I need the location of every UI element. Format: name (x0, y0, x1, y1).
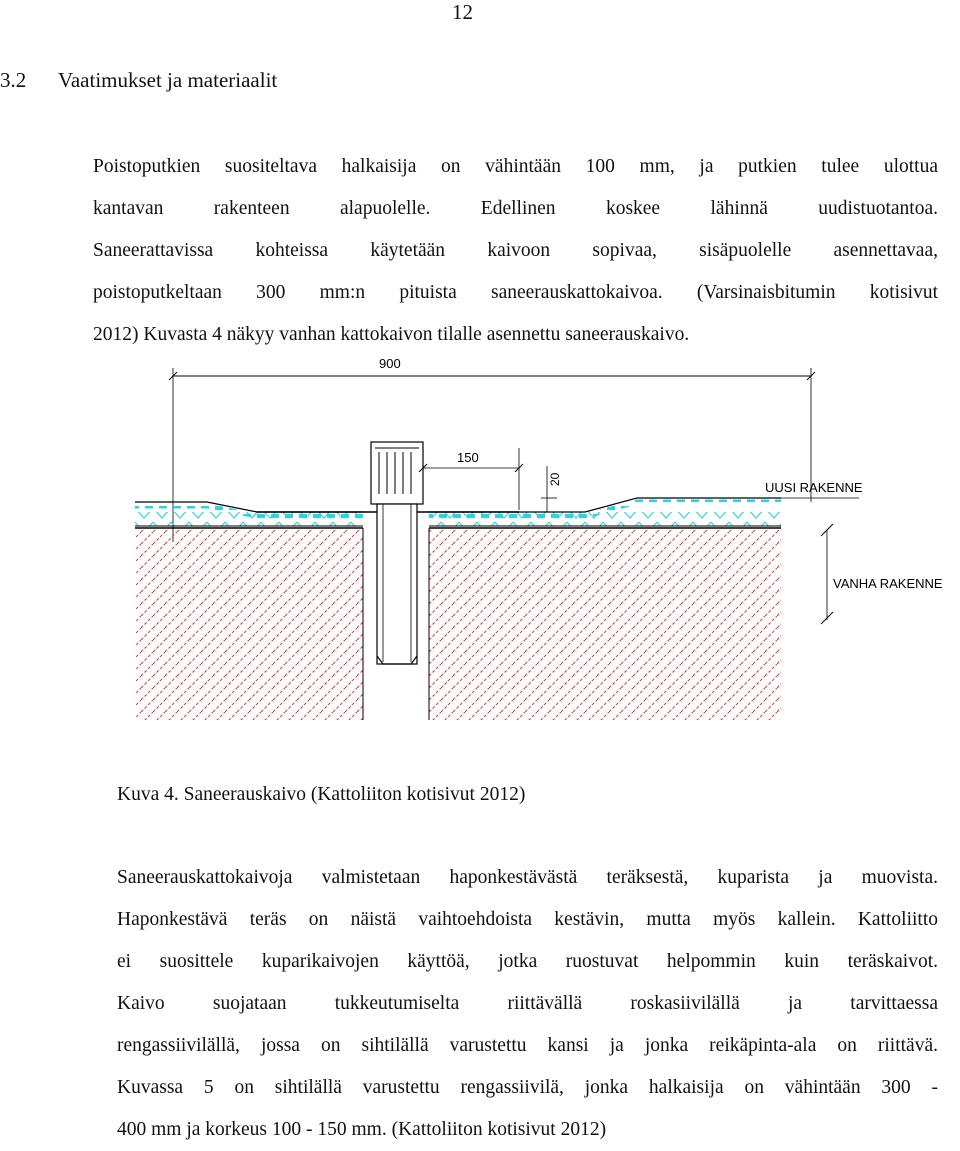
paragraph-line: Saneerattavissa kohteissa käytetään kaivoon sopivaa, sisäpuolelle asennettavaa, (93, 240, 938, 261)
paragraph-line: Saneerauskattokaivoja valmistetaan haponkestävästä teräksestä, kuparista ja muovista. (117, 867, 938, 888)
dim-150-label: 150 (457, 450, 479, 465)
dim-900-label: 900 (379, 356, 401, 371)
paragraph-line: ei suosittele kuparikaivojen käyttöä, jotka ruostuvat helpommin kuin teräskaivot. (117, 951, 938, 972)
paragraph-line: 2012) Kuvasta 4 näkyy vanhan kattokaivon tilalle asennettu saneerauskaivo. (93, 324, 690, 345)
paragraph-materials (117, 857, 938, 1151)
paragraph-intro (93, 146, 938, 356)
figure-roof-drain-diagram (117, 352, 957, 724)
drain-body (363, 442, 429, 664)
structure-labels (757, 480, 943, 624)
paragraph-line: rengassiivilällä, jossa on sihtilällä varustettu kansi ja jonka reikäpinta-ala on riittävä. (117, 1035, 938, 1056)
new-structure (135, 498, 781, 526)
dimension-20 (541, 466, 562, 512)
paragraph-line: Kaivo suojataan tukkeutumiselta riittävällä roskasiivilällä ja tarvittaessa (117, 993, 938, 1014)
paragraph-line: Kuvassa 5 on sihtilällä varustettu rengassiivilä, jonka halkaisija on vähintään 300 - (117, 1077, 938, 1098)
paragraph-line: poistoputkeltaan 300 mm:n pituista saneerauskattokaivoa. (Varsinaisbitumin kotisivut (93, 282, 938, 303)
dimension-150 (419, 448, 523, 510)
section-heading (0, 68, 277, 93)
section-number: 3.2 (0, 68, 27, 92)
label-new-structure: UUSI RAKENNE (765, 480, 863, 495)
old-structure (135, 528, 781, 720)
paragraph-line: Poistoputkien suositeltava halkaisija on vähintään 100 mm, ja putkien tulee ulottua (93, 156, 938, 177)
section-title: Vaatimukset ja materiaalit (58, 68, 278, 92)
paragraph-line: 400 mm ja korkeus 100 - 150 mm. (Kattoliiton kotisivut 2012) (117, 1119, 607, 1140)
paragraph-line: kantavan rakenteen alapuolelle. Edellinen koskee lähinnä uudistuotantoa. (93, 198, 938, 219)
label-old-structure: VANHA RAKENNE (833, 576, 943, 591)
paragraph-line: Haponkestävä teräs on näistä vaihtoehdoista kestävin, mutta myös kallein. Kattoliitto (117, 909, 938, 930)
page-number: 12 (452, 0, 473, 24)
dim-20-label: 20 (548, 472, 562, 486)
figure-caption: Kuva 4. Saneerauskaivo (Kattoliiton kotisivut 2012) (117, 784, 526, 805)
